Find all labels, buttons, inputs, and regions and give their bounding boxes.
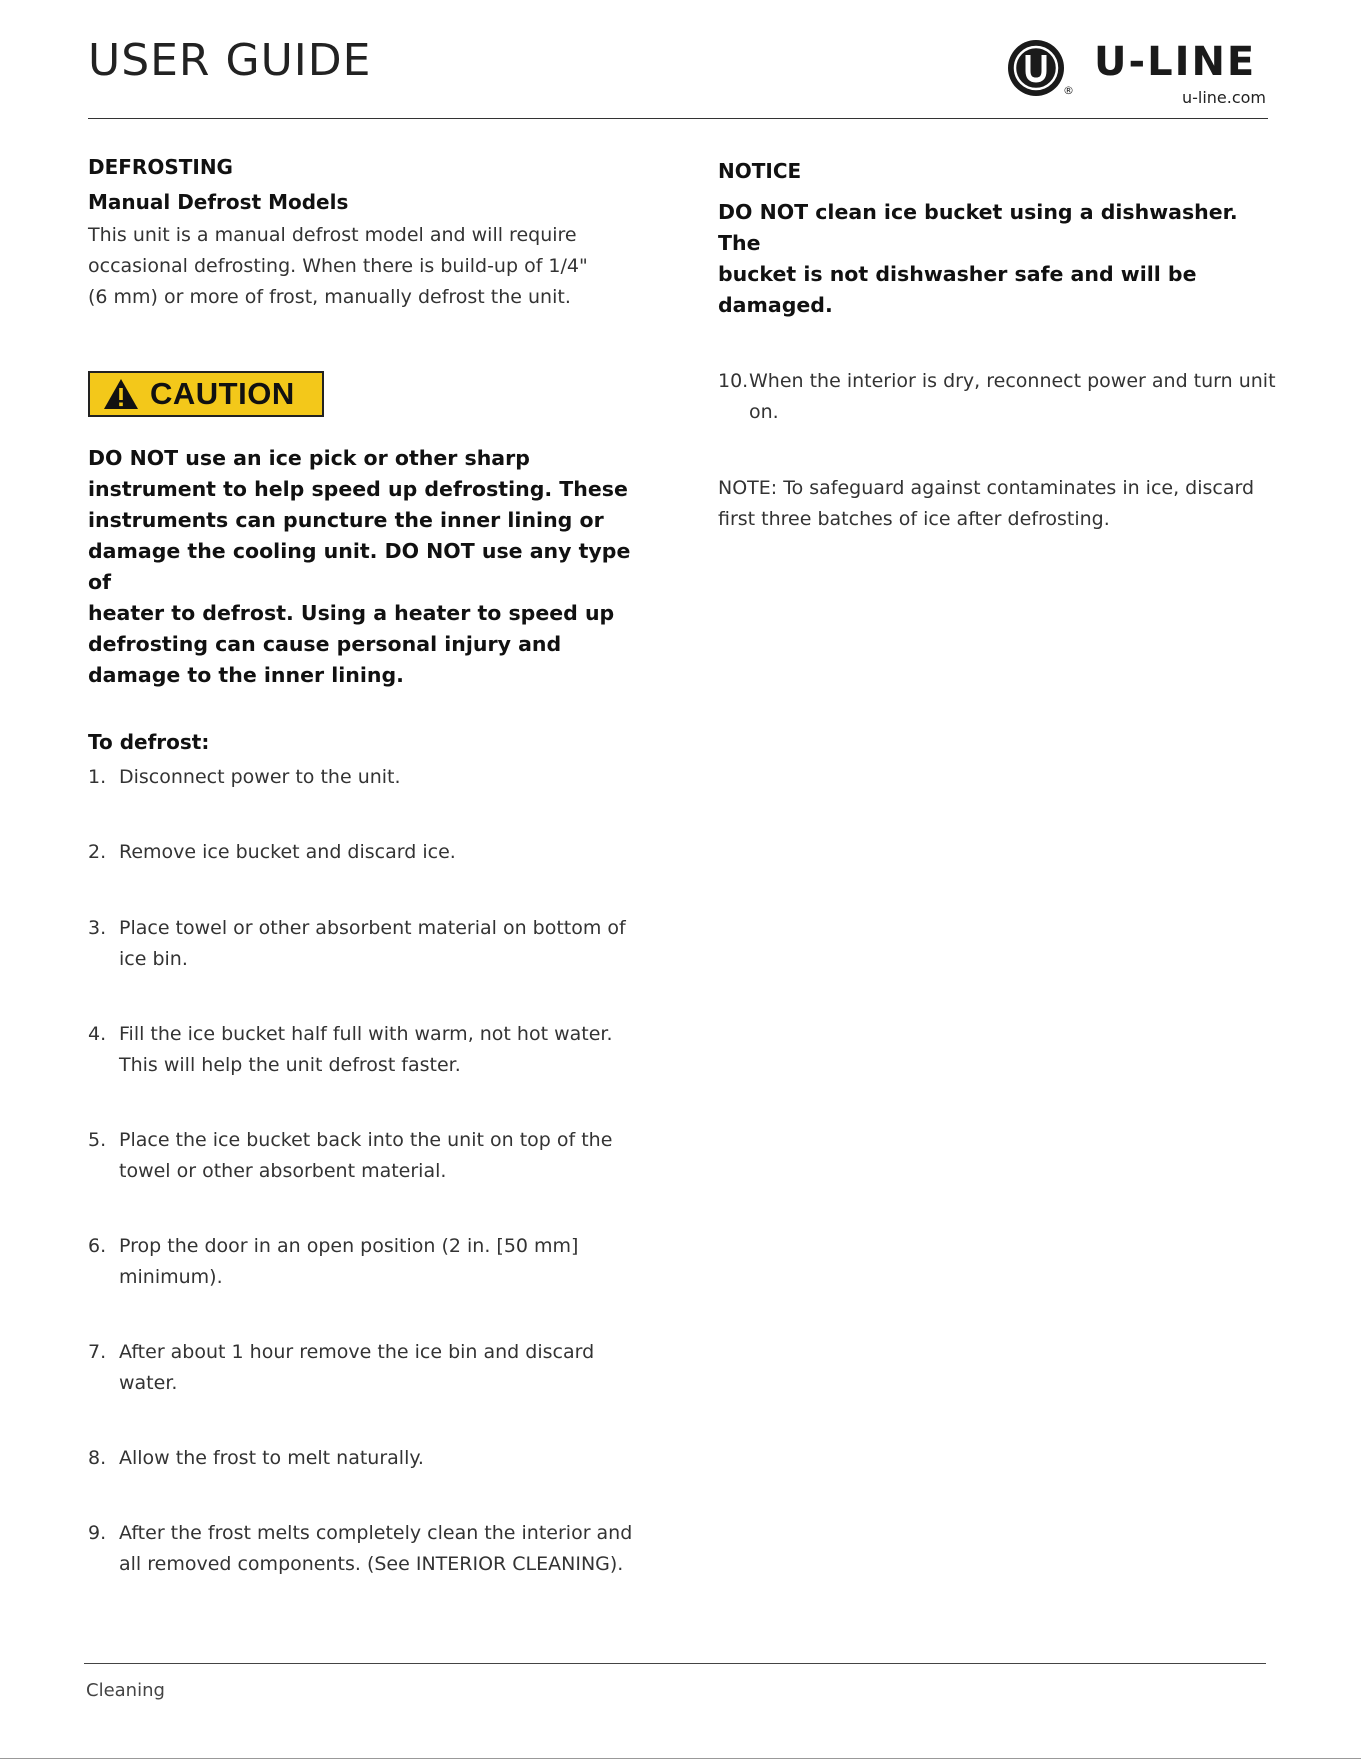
- brand-wordmark: U-LINE: [1094, 39, 1257, 85]
- step-text: [119, 1518, 648, 1580]
- brand-logo: [1006, 38, 1272, 108]
- footer-section-label: Cleaning: [86, 1680, 165, 1701]
- defrost-steps-continued: [718, 366, 1278, 428]
- caution-line: damage to the inner lining.: [88, 663, 404, 687]
- warning-triangle-icon: [102, 377, 140, 411]
- step-number: 10.: [718, 370, 749, 392]
- notice-line: bucket is not dishwasher safe and will be: [718, 262, 1197, 286]
- step-number: 5.: [88, 1129, 107, 1151]
- notice-title: NOTICE: [718, 159, 802, 183]
- step-line: all removed components. (See INTERIOR CLEANING).: [119, 1553, 624, 1575]
- intro-line: (6 mm) or more of frost, manually defrost the unit.: [88, 286, 571, 308]
- steps-title: To defrost:: [88, 730, 210, 754]
- notice-warning: [718, 197, 1278, 321]
- list-item: [88, 762, 648, 793]
- footer-divider: [84, 1663, 1266, 1664]
- u-line-logo-icon: [1006, 38, 1066, 98]
- page-title: USER GUIDE: [88, 35, 372, 86]
- step-number: 9.: [88, 1522, 107, 1544]
- step-text: [119, 837, 648, 868]
- step-text: [119, 1125, 648, 1187]
- caution-line: instrument to help speed up defrosting. These: [88, 477, 628, 501]
- list-item: [88, 837, 648, 868]
- intro-paragraph: [88, 220, 648, 313]
- list-item: [88, 913, 648, 975]
- step-text: [119, 1019, 648, 1081]
- intro-line: occasional defrosting. When there is build-up of 1/4": [88, 255, 588, 277]
- caution-line: heater to defrost. Using a heater to speed up: [88, 601, 615, 625]
- step-number: 4.: [88, 1023, 107, 1045]
- step-line: When the interior is dry, reconnect power and turn unit: [749, 370, 1276, 392]
- step-text: [119, 762, 648, 793]
- list-item: [88, 1231, 648, 1293]
- step-line: towel or other absorbent material.: [119, 1160, 447, 1182]
- step-number: 1.: [88, 766, 107, 788]
- note-line: NOTE: To safeguard against contaminates in ice, discard: [718, 477, 1255, 499]
- step-line: minimum).: [119, 1266, 223, 1288]
- step-number: 2.: [88, 841, 107, 863]
- right-column: [718, 156, 1278, 535]
- step-number: 6.: [88, 1235, 107, 1257]
- caution-warning: [88, 443, 648, 691]
- step-text: [119, 1337, 648, 1399]
- step-number: 7.: [88, 1341, 107, 1363]
- section-title: DEFROSTING: [88, 155, 233, 179]
- step-line: Allow the frost to melt naturally.: [119, 1447, 424, 1469]
- header-divider: [88, 118, 1268, 119]
- brand-url: u-line.com: [1181, 88, 1266, 107]
- step-line: Place towel or other absorbent material on bottom of: [119, 917, 626, 939]
- note-paragraph: [718, 473, 1278, 535]
- step-line: Remove ice bucket and discard ice.: [119, 841, 456, 863]
- step-text: [119, 1231, 648, 1293]
- list-item: [88, 1443, 648, 1474]
- caution-line: instruments can puncture the inner lining or: [88, 508, 604, 532]
- caution-line: defrosting can cause personal injury and: [88, 632, 562, 656]
- step-line: water.: [119, 1372, 178, 1394]
- defrost-steps: [88, 762, 648, 1580]
- registered-mark: ®: [1063, 84, 1074, 97]
- list-item: [88, 1125, 648, 1187]
- list-item: [88, 1518, 648, 1580]
- step-line: on.: [749, 401, 779, 423]
- step-number: 3.: [88, 917, 107, 939]
- step-line: After about 1 hour remove the ice bin and discard: [119, 1341, 595, 1363]
- caution-line: damage the cooling unit. DO NOT use any type of: [88, 539, 631, 594]
- step-line: This will help the unit defrost faster.: [119, 1054, 461, 1076]
- list-item: [88, 1337, 648, 1399]
- page-edge-line: [0, 1758, 1361, 1759]
- subsection-title: Manual Defrost Models: [88, 190, 349, 214]
- notice-line: DO NOT clean ice bucket using a dishwasher. The: [718, 200, 1238, 255]
- step-line: Prop the door in an open position (2 in. [50 mm]: [119, 1235, 579, 1257]
- caution-line: DO NOT use an ice pick or other sharp: [88, 446, 530, 470]
- step-line: ice bin.: [119, 948, 188, 970]
- step-text: [119, 1443, 648, 1474]
- step-number: 8.: [88, 1447, 107, 1469]
- step-text: [119, 913, 648, 975]
- note-line: first three batches of ice after defrosting.: [718, 508, 1110, 530]
- notice-line: damaged.: [718, 293, 833, 317]
- caution-label: [88, 371, 324, 417]
- left-column: [88, 152, 648, 1580]
- step-line: Place the ice bucket back into the unit on top of the: [119, 1129, 613, 1151]
- intro-line: This unit is a manual defrost model and will require: [88, 224, 577, 246]
- list-item: [88, 1019, 648, 1081]
- step-line: After the frost melts completely clean the interior and: [119, 1522, 633, 1544]
- step-line: Disconnect power to the unit.: [119, 766, 401, 788]
- step-text: [749, 366, 1278, 428]
- caution-text: CAUTION: [150, 376, 295, 411]
- list-item: [718, 366, 1278, 428]
- step-line: Fill the ice bucket half full with warm, not hot water.: [119, 1023, 613, 1045]
